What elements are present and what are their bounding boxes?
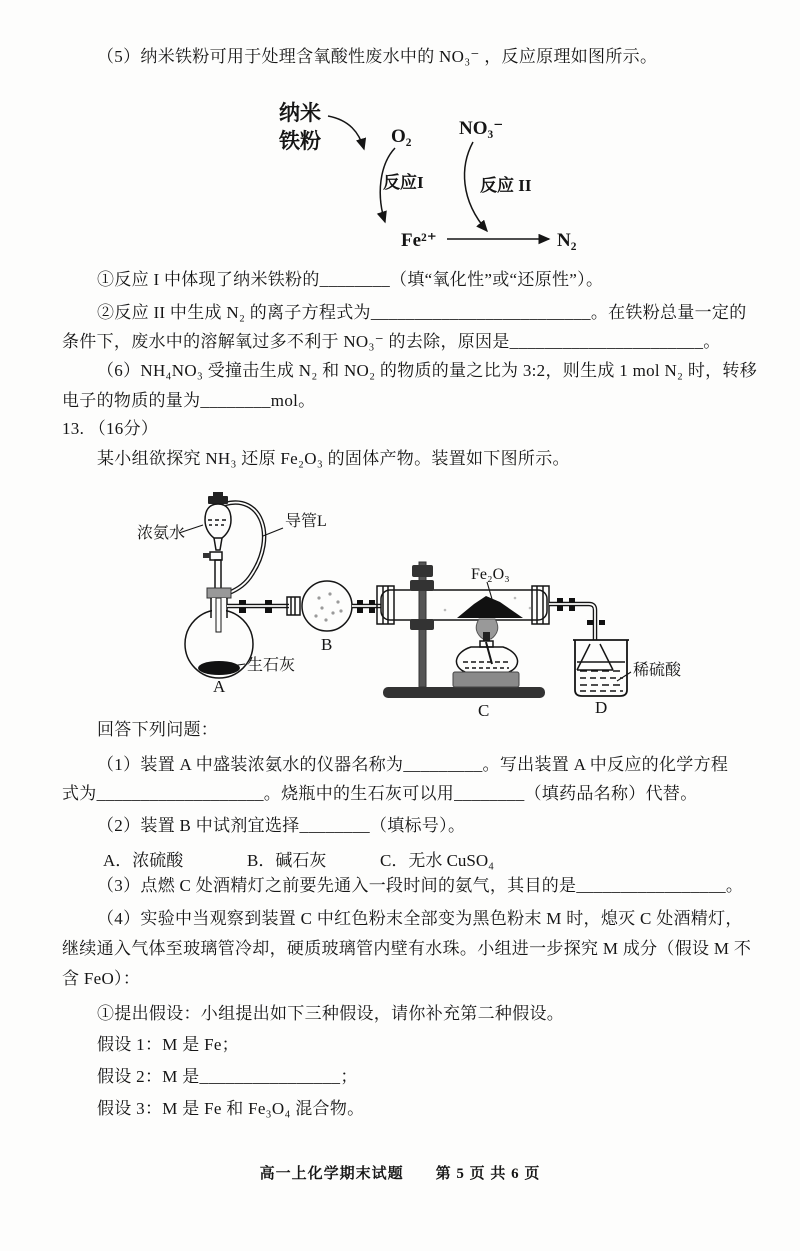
reaction2-label: 反应 II xyxy=(480,176,532,195)
q1-line1: （1）装置 A 中盛装浓氨水的仪器名称为_________。写出装置 A 中反应的化学方程 xyxy=(97,755,729,774)
q5-sub2a: ②反应 II 中生成 N₂ 的离子方程式为_________________________。在铁粉总量一定的 xyxy=(97,303,747,322)
q5-sub1: ①反应 I 中体现了纳米铁粉的________（填“氧化性”或“还原性”）。 xyxy=(97,270,604,289)
q2-line: （2）装置 B 中试剂宜选择________（填标号）。 xyxy=(97,816,466,835)
device-a-label: A xyxy=(213,677,226,696)
q4-line1: （4）实验中当观察到装置 C 中红色粉末全部变为黑色粉末 M 时，熄灭 C 处酒精灯， xyxy=(97,909,743,928)
outlet-pipe xyxy=(549,598,605,644)
reaction1-label: 反应I xyxy=(383,173,424,192)
hypothesis-2: 假设 2：M 是________________； xyxy=(97,1067,358,1086)
apparatus-diagram xyxy=(125,492,690,724)
quicklime-label: 生石灰 xyxy=(247,657,296,674)
dropping-funnel xyxy=(203,492,231,590)
page-footer: 高一上化学期末试题 第 5 页 共 6 页 xyxy=(259,1166,541,1182)
q3-line: （3）点燃 C 处酒精灯之前要先通入一段时间的氨气，其目的是_________________。 xyxy=(97,876,744,895)
conc-ammonia-label: 浓氨水 xyxy=(137,525,186,542)
q4-line2: 继续通入气体至玻璃管冷却，硬质玻璃管内壁有水珠。小组进一步探究 M 成分（假设 M 不 xyxy=(62,939,752,958)
connecting-tube-ab xyxy=(227,600,289,613)
q13-head: 13. （16分） xyxy=(62,419,159,438)
bulb-b xyxy=(287,581,381,631)
hard-glass-tube xyxy=(377,586,549,624)
option-a: A．浓硫酸 xyxy=(103,851,184,870)
alcohol-lamp xyxy=(453,619,519,687)
q6-line1: （6）NH₄NO₃ 受撞击生成 N₂ 和 NO₂ 的物质的量之比为 3:2，则生成 1 mol N₂ 时，转移 xyxy=(97,361,758,380)
device-b-label: B xyxy=(321,635,333,654)
dilute-acid-label: 稀硫酸 xyxy=(633,662,682,679)
nano-iron-label-line2: 铁粉 xyxy=(279,129,321,153)
n2-label: N₂ xyxy=(557,230,577,251)
nano-iron-label-line1: 纳米 xyxy=(279,101,321,125)
q4-line3: 含 FeO）： xyxy=(62,969,141,988)
o2-label: O₂ xyxy=(391,126,412,147)
q5-intro: （5）纳米铁粉可用于处理含氧酸性废水中的 NO₃⁻ ，反应原理如图所示。 xyxy=(97,47,658,66)
q13-intro: 某小组欲探究 NH₃ 还原 Fe₂O₃ 的固体产物。装置如下图所示。 xyxy=(97,449,570,468)
device-d-label: D xyxy=(595,698,608,717)
option-c: C．无水 CuSO₄ xyxy=(380,851,495,870)
tube-l-label: 导管L xyxy=(285,513,327,530)
option-b: B．碱石灰 xyxy=(247,851,327,870)
q1-line2: 式为___________________。烧瓶中的生石灰可以用________（填药品名称）代替。 xyxy=(62,784,698,803)
q6-line2: 电子的物质的量为________mol。 xyxy=(62,391,316,410)
fe2-label: Fe²⁺ xyxy=(401,230,437,251)
reaction-diagram xyxy=(235,92,605,264)
beaker-d xyxy=(573,640,629,696)
q5-sub2b: 条件下，废水中的溶解氧过多不利于 NO₃⁻ 的去除，原因是______________________。 xyxy=(62,332,721,351)
hypothesis-head: ①提出假设：小组提出如下三种假设，请你补充第二种假设。 xyxy=(97,1004,565,1023)
fe2o3-label: Fe₂O₃ xyxy=(471,566,510,583)
answers-head: 回答下列问题： xyxy=(97,720,219,739)
hypothesis-3: 假设 3：M 是 Fe 和 Fe₃O₄ 混合物。 xyxy=(97,1099,365,1118)
arrow-nano-to-reaction1 xyxy=(328,116,364,149)
hypothesis-1: 假设 1：M 是 Fe； xyxy=(97,1035,239,1054)
no3-label: NO₃⁻ xyxy=(459,118,504,139)
device-c-label: C xyxy=(478,701,490,720)
